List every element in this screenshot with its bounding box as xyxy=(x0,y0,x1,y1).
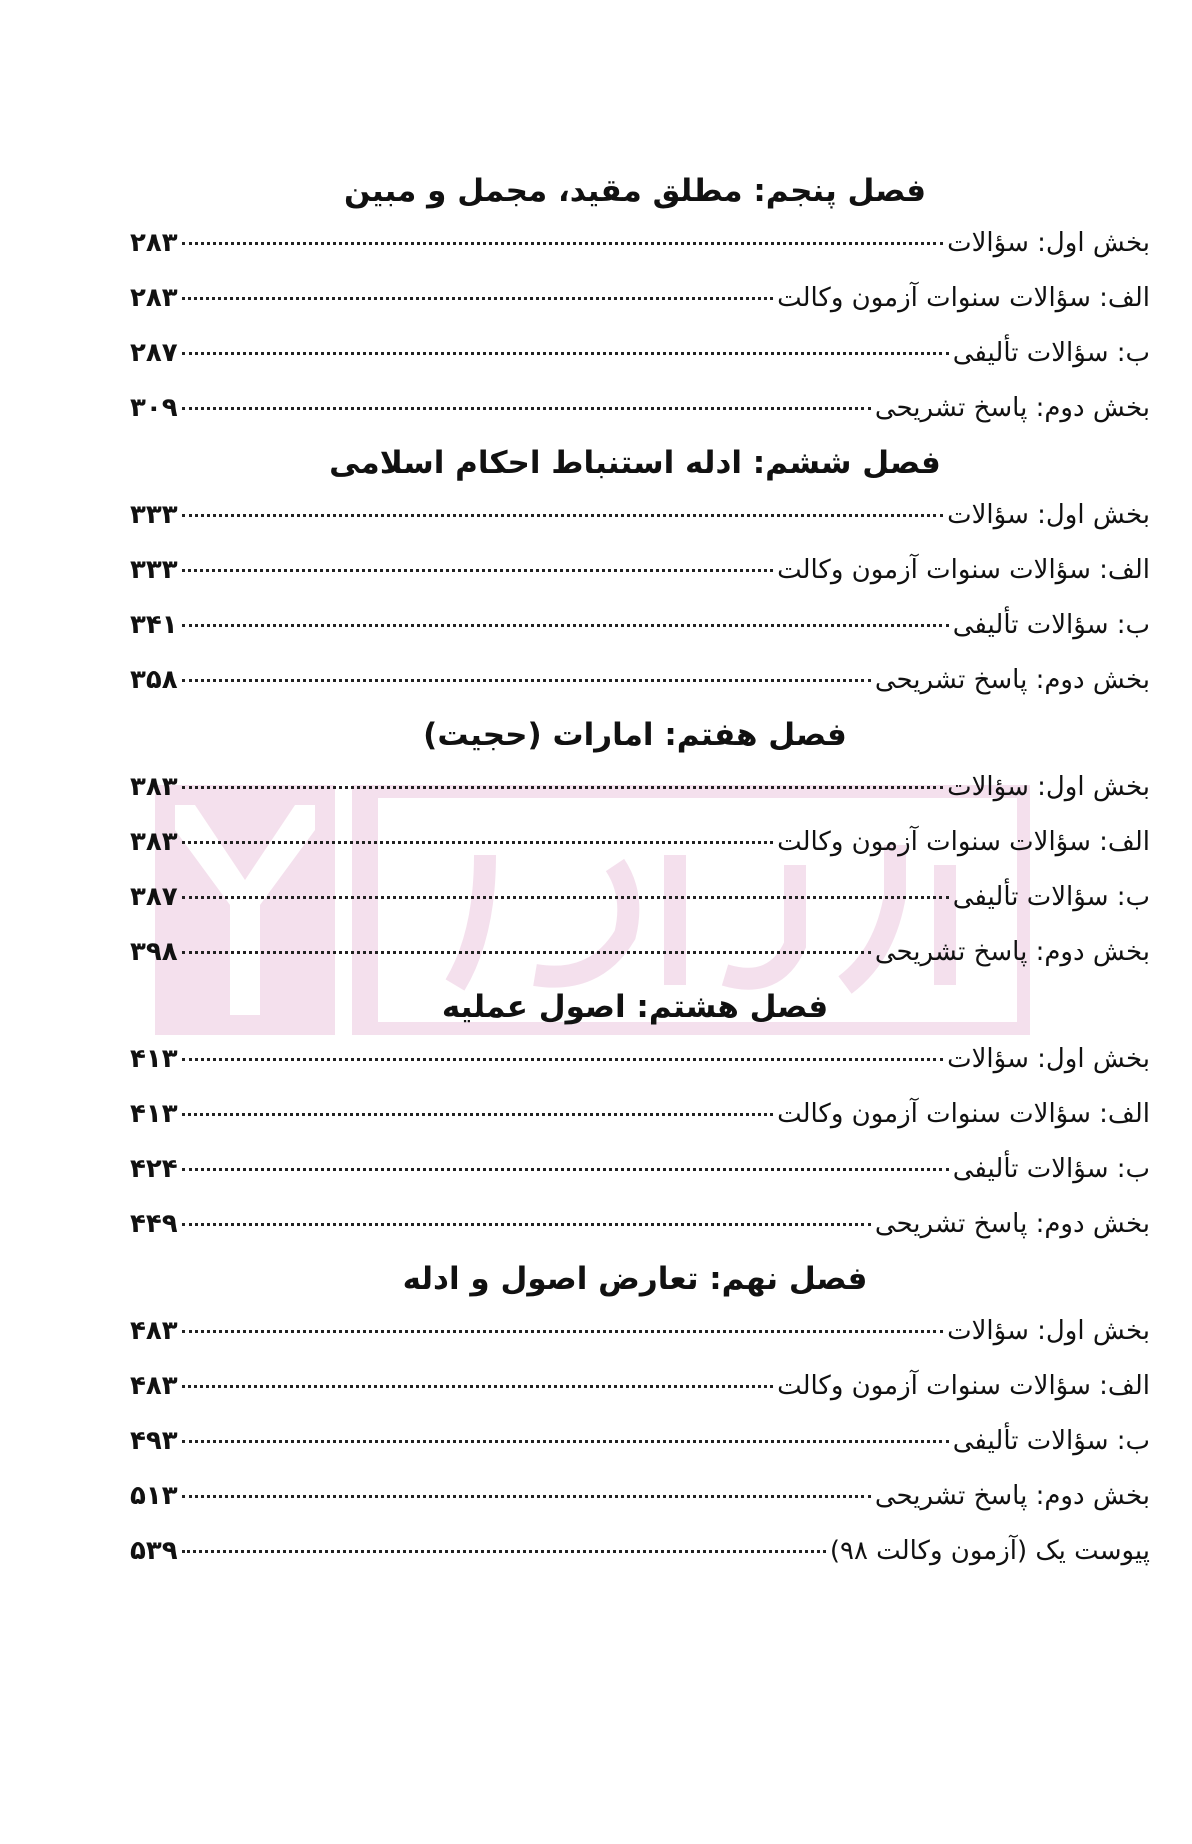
toc-entry xyxy=(130,1197,1150,1252)
dot-leader xyxy=(182,624,949,627)
toc-entry-page-number: ۳۴۱ xyxy=(130,610,178,640)
toc-entry xyxy=(130,598,1150,653)
toc-entry-page-number: ۳۰۹ xyxy=(130,393,178,423)
toc-entry xyxy=(130,1469,1150,1524)
toc-entry-page-number: ۲۸۷ xyxy=(130,338,178,368)
toc-entry-label: بخش اول: سؤالات xyxy=(947,500,1150,530)
dot-leader xyxy=(182,1440,949,1443)
toc-entry-label: بخش دوم: پاسخ تشریحی xyxy=(874,393,1150,423)
chapter-title: فصل پنجم: مطلق مقید، مجمل و مبین xyxy=(343,173,927,209)
dot-leader xyxy=(182,297,773,300)
toc-entry xyxy=(130,543,1150,598)
dot-leader xyxy=(182,841,773,844)
toc-chapter xyxy=(130,1258,1150,1579)
toc-entry-label: بخش اول: سؤالات xyxy=(947,228,1150,258)
dot-leader xyxy=(182,1168,949,1171)
toc-entry xyxy=(130,1359,1150,1414)
dot-leader xyxy=(182,1495,871,1498)
dot-leader xyxy=(182,951,871,954)
toc-entry-label: ب: سؤالات تألیفی xyxy=(952,1426,1150,1456)
toc-chapter xyxy=(130,170,1150,436)
chapter-title: فصل ششم: ادله استنباط احکام اسلامی xyxy=(329,445,941,481)
toc-entry-page-number: ۳۸۷ xyxy=(130,882,178,912)
toc-entry-page-number: ۲۸۳ xyxy=(130,228,178,258)
toc-chapter xyxy=(130,442,1150,708)
dot-leader xyxy=(182,1550,826,1553)
toc-entry-page-number: ۳۳۳ xyxy=(130,555,178,585)
dot-leader xyxy=(182,1330,943,1333)
toc-entry xyxy=(130,381,1150,436)
toc-entry-label: الف: سؤالات سنوات آزمون وکالت xyxy=(777,283,1150,313)
toc-entry-label: بخش دوم: پاسخ تشریحی xyxy=(874,1481,1150,1511)
toc-entry-page-number: ۲۸۳ xyxy=(130,283,178,313)
toc-entry-page-number: ۴۱۳ xyxy=(130,1099,178,1129)
toc-entry-page-number: ۴۲۴ xyxy=(130,1154,178,1184)
toc-entry-label: ب: سؤالات تألیفی xyxy=(952,1154,1150,1184)
chapter-title: فصل هفتم: امارات (حجیت) xyxy=(423,717,847,753)
toc-entry xyxy=(130,488,1150,543)
toc-entry-label: بخش دوم: پاسخ تشریحی xyxy=(874,665,1150,695)
toc-entry-label: ب: سؤالات تألیفی xyxy=(952,610,1150,640)
toc-entry-label: ب: سؤالات تألیفی xyxy=(952,338,1150,368)
toc-entry-label: بخش دوم: پاسخ تشریحی xyxy=(874,1209,1150,1239)
dot-leader xyxy=(182,407,871,410)
dot-leader xyxy=(182,896,949,899)
dot-leader xyxy=(182,1223,871,1226)
chapter-title: فصل نهم: تعارض اصول و ادله xyxy=(402,1261,868,1297)
dot-leader xyxy=(182,352,949,355)
toc-entry-label: بخش اول: سؤالات xyxy=(947,772,1150,802)
toc-entry-label: الف: سؤالات سنوات آزمون وکالت xyxy=(777,1371,1150,1401)
toc-entry-page-number: ۴۸۳ xyxy=(130,1316,178,1346)
toc-entry-page-number: ۵۳۹ xyxy=(130,1536,178,1566)
toc-entry xyxy=(130,1087,1150,1142)
table-of-contents xyxy=(130,170,1150,1585)
toc-entry xyxy=(130,760,1150,815)
toc-entry xyxy=(130,216,1150,271)
dot-leader xyxy=(182,1385,773,1388)
dot-leader xyxy=(182,242,943,245)
toc-entry-label: بخش دوم: پاسخ تشریحی xyxy=(874,937,1150,967)
toc-entry-page-number: ۳۹۸ xyxy=(130,937,178,967)
toc-entry-page-number: ۴۴۹ xyxy=(130,1209,178,1239)
dot-leader xyxy=(182,514,943,517)
toc-entry-label: الف: سؤالات سنوات آزمون وکالت xyxy=(777,555,1150,585)
chapter-title: فصل هشتم: اصول عملیه xyxy=(441,989,829,1025)
toc-entry xyxy=(130,1304,1150,1359)
dot-leader xyxy=(182,679,871,682)
toc-entry-page-number: ۳۵۸ xyxy=(130,665,178,695)
toc-entry xyxy=(130,326,1150,381)
toc-entry-label: الف: سؤالات سنوات آزمون وکالت xyxy=(777,827,1150,857)
toc-entry-page-number: ۳۸۳ xyxy=(130,827,178,857)
toc-entry-label: پیوست یک (آزمون وکالت ۹۸) xyxy=(829,1536,1150,1566)
toc-entry-page-number: ۳۸۳ xyxy=(130,772,178,802)
toc-entry-page-number: ۴۱۳ xyxy=(130,1044,178,1074)
toc-entry xyxy=(130,1142,1150,1197)
toc-entry-page-number: ۴۸۳ xyxy=(130,1371,178,1401)
toc-entry-label: ب: سؤالات تألیفی xyxy=(952,882,1150,912)
toc-entry-page-number: ۵۱۳ xyxy=(130,1481,178,1511)
dot-leader xyxy=(182,1058,943,1061)
toc-entry xyxy=(130,1414,1150,1469)
toc-entry xyxy=(130,1524,1150,1579)
toc-entry-label: بخش اول: سؤالات xyxy=(947,1044,1150,1074)
toc-entry xyxy=(130,815,1150,870)
dot-leader xyxy=(182,569,773,572)
toc-entry-label: الف: سؤالات سنوات آزمون وکالت xyxy=(777,1099,1150,1129)
toc-entry-page-number: ۳۳۳ xyxy=(130,500,178,530)
dot-leader xyxy=(182,786,943,789)
toc-entry xyxy=(130,1032,1150,1087)
toc-entry xyxy=(130,271,1150,326)
toc-chapter xyxy=(130,714,1150,980)
toc-entry-label: بخش اول: سؤالات xyxy=(947,1316,1150,1346)
toc-chapter xyxy=(130,986,1150,1252)
toc-entry xyxy=(130,870,1150,925)
toc-entry-page-number: ۴۹۳ xyxy=(130,1426,178,1456)
toc-entry xyxy=(130,653,1150,708)
toc-entry xyxy=(130,925,1150,980)
dot-leader xyxy=(182,1113,773,1116)
